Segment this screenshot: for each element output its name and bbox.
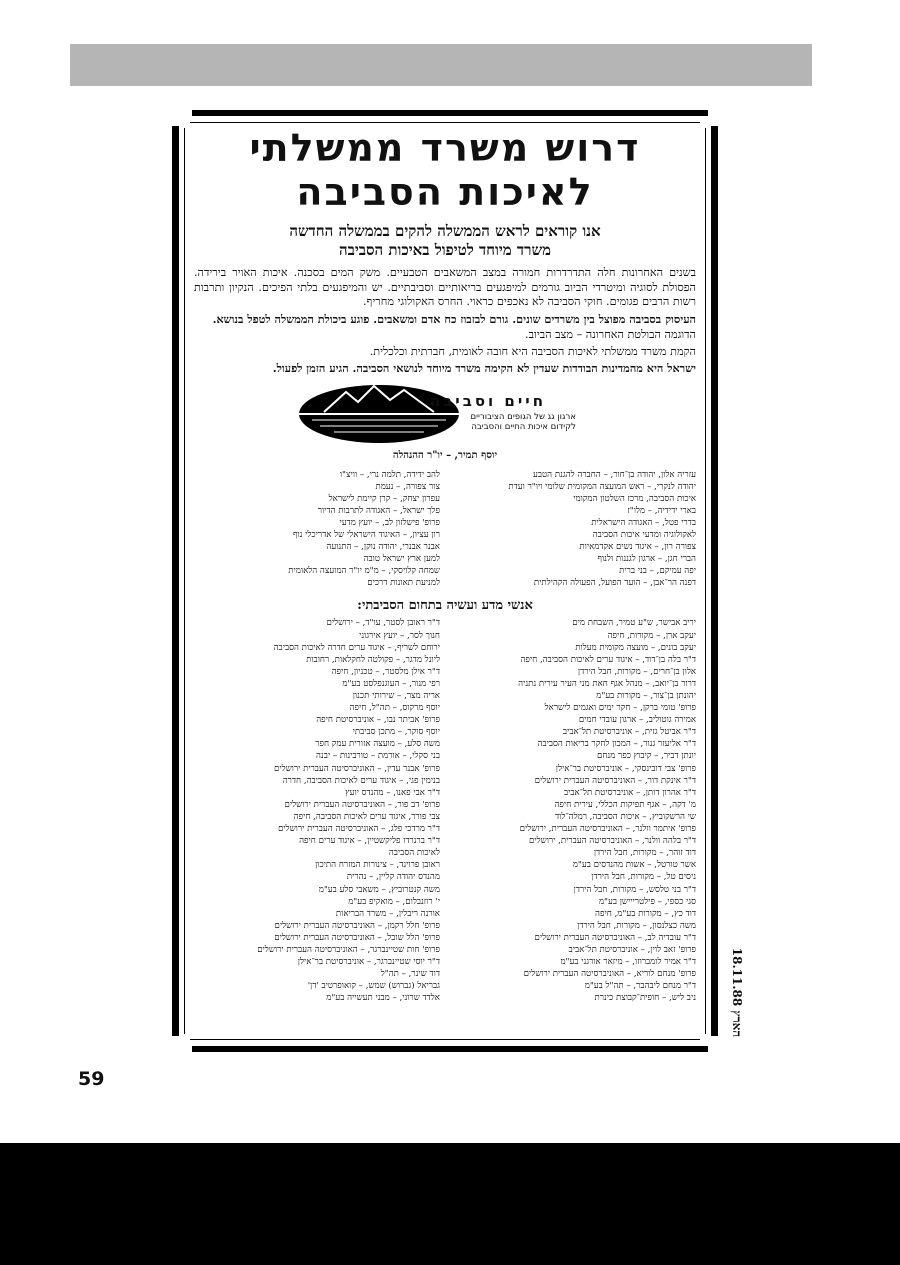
signatory-line: שי הרשקוביץ, – איכות הסביבה, רמלה־לוד [555,811,696,822]
signatory-line: פרופ' איתמר וולנר, – האוניברסיטה העברית, ירושלים [519,824,696,835]
signatory-line: אמירה גוטוליב, – ארגון עובדי חמים [578,715,696,726]
organizations-column-right [450,469,696,590]
signatory-line: אורנה ריבלין, – משרד הבריאות [335,908,440,919]
signatory-line: דוד כץ, – מקורות בע"מ, חיפה [595,908,696,919]
signatory-line: דפנה הר־אבן, – הועד הפועל, הפעולה הקהילתית [533,578,696,589]
signatory-line: ד"ר אינקת דור, – האוניברסיטה העברית ירושלים [534,775,696,786]
organization-logo [194,382,696,448]
signatory-line: פרופ' פישלזון לב, – יועץ מדעי [339,517,440,528]
signatory-line: ד"ר אהרון דותן, – אוניברסיטת תל־אביב [563,787,696,798]
ad-content [194,126,696,1036]
signatory-line: מהנדס יהודה קליין, – נהרית [346,872,440,883]
signatory-line: פרופ' צבי דובינסקי, – אוניברסיטת בר־אילן [555,763,696,774]
signatory-line: פרופ' הלל שובל, – האוניברסיטה העברית ירושלים [274,932,440,943]
signatory-line: ניב ליש, – חופית־קבוצת כינרת [594,993,696,1004]
signatory-line: עפרון יצחק, – קרן קיימת לישראל [328,493,440,504]
signatory-line: יפה עמיקם, – בני ברית [619,566,696,577]
signatory-line: ד"ר בלהה וולנר, – האוניברסיטה העברית, ירושלים [529,836,696,847]
signatory-line: ד"ר מרדכי פלג, – האוניברסיטה העברית ירושלים [277,824,440,835]
signatory-line: ד"ר בני טלסש, – מקורות, חבל הירדן [573,884,696,895]
signatory-line: דוד שינר, – תה"ל [380,969,440,980]
signatory-line: ליונל מדגר, – פקולטה לחקלאות, רחובות [306,654,440,665]
signatory-line: ד"ר מנחם ליבהבר, – תה"ל בע"מ [584,981,696,992]
experts-columns [194,617,696,1004]
signatory-line: אשר טורטל, – אשות מהנדסים בע"מ [572,860,696,871]
signatory-line: פרופ' אביתר נבו, – אוניברסיטת חיפה [316,715,440,726]
newspaper-date-label [712,947,772,1045]
signatory-line: להב ידידה, תלמה נרי, – וויצ"ו [339,469,440,480]
logo-title: חיים וסביבה [429,391,546,410]
signatory-line: רפי מנור, – העוגנפלסט בע"מ [342,678,440,689]
signatory-line: ירוחם לשריף, – איגוד ערים חדרה לאיכות הסביבה [273,642,440,653]
signatory-line: ד"ר אמיר לומברוזו, – מיזאר אורגני בע"מ [560,957,696,968]
headline-line-1: דרוש משרד ממשלתי [249,126,641,170]
logo-subtitle-line: ארגון גג של הגופים הציבוריים [470,411,576,422]
subheadline [194,222,696,260]
frame-bottom-bar [192,1046,708,1052]
signatory-line: למען ארץ ישראל טובה [363,554,440,565]
signatory-line: יהונתן בן־צור, – מקורות בע"מ [596,691,696,701]
experts-column-right [450,617,696,1004]
signatory-line: ד"ר עובדיה לב, – האוניברסיטה העברית ירושלים [534,932,696,943]
newspaper-date: הארץ 18.11.88 [730,947,745,1038]
signatory-line: יוסף סוקר, – מתכן סביבתי [352,727,440,738]
signatory-line: פרופ' חלל רקמן, – האוניברסיטה העברית ירושלים [274,920,440,931]
signatory-line: חנוך לסר, – יועץ אירגוני [359,630,440,641]
advertisement-box [172,110,718,1052]
organizations-columns [194,469,696,590]
signatory-line: יעקב ארן, – מקורות, חיפה [607,630,696,641]
frame-left-bar [172,126,179,1036]
chairman-signature: יוסף תמיר, – יו"ר ההנהלה [392,449,498,461]
signatory-line: בדרי פטל, – האגודה הישראלית [591,517,696,528]
signatory-line: פרופ' חות שטיינברגר, – האוניברסיטה העברית ירושלים [257,944,440,955]
organizations-column-left [194,469,440,590]
signatory-line: פרופ' זאב לוין, – אוניברסיטת תל־אביב [568,944,696,955]
signatory-line: ראובן פרוינד, – צינורות המזרח התיכון [315,860,440,871]
signatory-line: צור צפורה, – נעמת [375,481,440,492]
paragraph: ישראל היא מהמדינות הבודדות שעדין לא הקימה משרד מיוחד לנושאי הסביבה. הגיע הזמן לפעול. [272,361,696,375]
signatory-line: ד"ר אביטל גזית, – אוניברסיטת תל־אביב [562,727,696,738]
signatory-line: פלך ישראל, – האגודה לתרבות הדיור [317,505,440,516]
logo-subtitle [471,412,576,432]
signatory-line: לאקולוגיה ומדעי איכות הסביבה [592,529,696,540]
signatory-line: גבריאל (גברוש) שמש, – קואופרטיב 'דן' [307,981,440,992]
signatory-line: דרור בן־יואב, – מנהל אגף חאת מני העיר עירית נתניה [518,678,696,689]
signatory-line: צבי פורר, איגוד ערים לאיכות הסביבה, חיפה [293,811,440,822]
signatory-line: סגי כספי, – פילטרייישן בע"מ [598,896,696,907]
signatory-line: אריה מצר, – שירותי תכנון [352,691,440,701]
headline-line-2: לאיכות הסביבה [296,170,594,214]
signatory-line: איכות הסביבה, מרכז השלטון המקומי [573,493,696,504]
signatory-line: ד"ר אבי פאנו, – מהנדס יועץ [345,787,440,798]
frame-thin-line [190,1039,700,1040]
frame-top-bar [192,110,708,116]
signatory-line: הברי חגן, – ארגון לגננות ולנוף [597,554,696,565]
signatory-line: משה כצלנסון, – מקורות, חבל הירדן [577,920,696,931]
signatory-line: ד"ר אילן מלסטר, – טכניון, חיפה [331,666,440,677]
paragraph: בשנים האחרונות חלה התדרדרות חמורה במצב המשאבים הטבעיים. משק המים בסכנה. איכות האויר בירידה. הפסולת לסוגיה ומיטרדי הביוב גורמים למיפגעים בריאותיים וסביבתיים. יש והמיפגעים בלתי הפיכים. הנקיון ותרבות רשות הרבים פגומים. חוקי הסביבה לא נאכפים כראוי. החרס האקולוגי מחריף. [194,266,696,308]
headline [194,126,696,214]
signatory-line: יהודה לנקרי, – ראש המועצה המקומית שלומי ויו"ר ועדת [508,481,696,492]
frame-right-bar [711,126,718,1036]
signatory-line: עזריה אלון, יהודה בן־חור, – החברה להגנת הטבע [532,469,696,480]
signatory-line: מ' דקה, – אגף תפיקות הכללי, עירית חיפה [554,799,696,810]
signatory-line: בארי ידידיה, – מלו"ז [627,505,696,516]
frame-thin-line [190,122,700,123]
signatory-line: משה קנטרוביץ, – משאבי סלע בע"מ [318,884,440,895]
signatory-line: רון עציון, – האיגוד הישראלי של אדריכלי נוף [292,529,440,540]
signatory-line: בני סקלי, – אורמת – טורבינות – יבנה [315,751,440,762]
signatory-line: אלון בן־חרים, – מקורות, חבל הירדן [577,666,696,677]
signatory-line: בנימין פגי, – איגוד ערים לאיכות הסביבה, חדרה [282,775,440,786]
signatory-line: פרופ' טומי ברקן, – חקר ימים ואגמים לישראל [544,703,696,714]
signatory-line: יעקב בונים, – מועצה מקומית מעלות [575,642,696,653]
experts-heading: אנשי מדע ועשיה בתחום הסביבתי: [357,598,533,614]
signatory-line: ד"ר אליעזר גנור, – המכון לחקר בריאות הסביבה [537,739,696,750]
logo-subtitle-line: לקידום איכות החיים והסביבה [471,421,576,432]
signatory-line: ד"ר יוסי שטיינברגר, – אוניברסיטת בר־אילן [297,957,440,968]
paragraph: העיסוק בסביבה מפוצל בין משרדים שונים. גורם לבזבוז כח אדם ומשאבים. פוגע ביכולת הממשלה לטפל בנושא. [212,311,696,326]
top-gray-band [70,44,812,86]
subheadline-line-2: משרד מיוחד לטיפול באיכות הסביבה [338,241,552,259]
signatory-line: י' רוזנבלום, – מואקיפ בע"מ [348,896,440,907]
frame-thin-line [184,128,185,1034]
signatory-line: פרופ' אבנר עדין, – האוניברסיטה העברית ירושלים [273,763,440,774]
signatory-line: אלדד שרוני, – מבני תעשייה בע"מ [326,993,440,1004]
subheadline-line-1: אנו קוראים לראש הממשלה להקים בממשלה החדשה [289,222,601,240]
signatory-line: ד"ר בלה בן־דוד, – איגוד ערים לאיכות הסביבה, חיפה [520,654,696,665]
signatory-line: יריב אבישר, ש"ע טמיר, השבחת מים [572,618,696,629]
signatory-line: ניסים טל, – מקורות, חבל הירדן [591,872,696,883]
signatory-line: דוד זוהר, – מקורות, חבל הירדן [593,848,696,859]
signatory-line: ד"ר ברנרדו פליקשטיין, – איגוד ערים חיפה [299,836,440,847]
paragraph: הקמת משרד ממשלתי לאיכות הסביבה היא חובה לאומית, חברתית וכלכלית. [369,344,696,358]
signatory-line: שמחה קלויסקי, – מ"מ יו"ר המועצה הלאומית [288,566,440,577]
signatory-line: יונתן דביר, – קיבוץ כפר מנחם [596,751,696,762]
signatory-line: ד"ר ראובן לסטר, עו"ד, – ירושלים [326,618,440,629]
bottom-black-band [0,1143,900,1265]
signatory-line: לאיכות הסביבה [388,848,440,859]
frame-thin-line [705,128,706,1034]
paragraph: הדוגמה הבולטת האחרונה – מצב הביוב. [525,328,696,341]
signatory-line: יוסף מרקוס, – תה"ל, חיפה [349,703,440,714]
signatory-line: למניעת תאונות דרכים [367,578,440,589]
signatory-line: צפורה רון, – איגוד נשים אקדמאיות [579,542,696,553]
signatory-line: פרופ' דב פור, – האוניברסיטה העברית ירושלים [284,799,440,810]
page-number: 59 [78,1068,105,1090]
signatory-line: אבנר אבנרי, יהודה נוקן, – התנועה [326,542,440,553]
signatory-line: פרופ' מנחם לוריא, – האוניברסיטה העברית ירושלים [523,969,696,980]
experts-column-left [194,617,440,1004]
signatory-line: משה סלע, – מועצה אזורית עמק חפר [315,739,440,750]
